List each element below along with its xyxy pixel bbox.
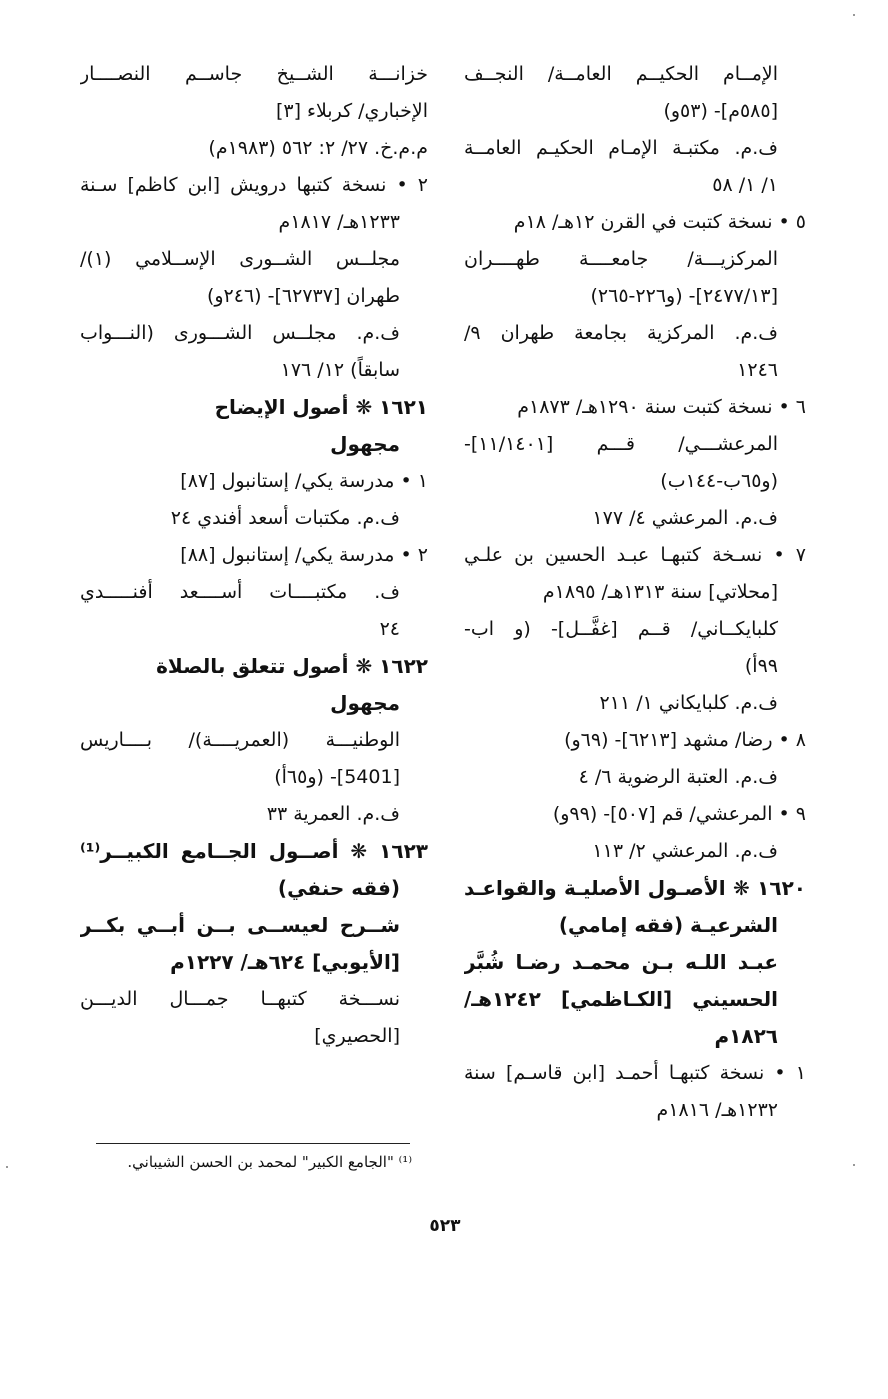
text-line: (فقه حنفي)	[277, 876, 400, 900]
text-line: المركزيـــة/ جامعــــة طهــــران	[464, 248, 778, 270]
text-line: [٥٨٥م]- (٥٣و)	[663, 100, 778, 122]
text-line: ١ • مدرسة يكي/ إستانبول [٨٧]	[180, 470, 428, 492]
text-line: مجلــس الشــورى الإســلامي (١)/	[80, 248, 400, 270]
text-line: الشرعيـة (فقه إمامي)	[558, 913, 778, 937]
text-line: ٨ • رضا/ مشهد [٦٢١٣]- (٦٩و)	[564, 729, 806, 751]
text-line: الإمــام الحكيــم العامــة/ النجــف	[464, 63, 778, 85]
text-line: ف. مكتبــــات أســــعد أفنـــــدي	[80, 581, 400, 603]
text-line: [الأيوبي] ٦٢٤هـ/ ١٢٢٧م	[170, 950, 400, 974]
text-line: ف.م. كلبايكاني ١/ ٢١١	[599, 692, 778, 714]
text-line: طهران [٦٢٧٣٧]- (٢٤٦و)	[206, 285, 400, 307]
text-line: م.م.خ. ٢٧/ ٢: ٥٦٢ (١٩٨٣م)	[208, 137, 428, 159]
text-line: ف.م. العمرية ٣٣	[266, 803, 400, 825]
text-line: ٧ • نسـخة كتبهـا عبـد الحسين بن علـي	[464, 544, 806, 566]
text-line: ١٦٢٠ ❋ الأصـول الأصليـة والقواعـد	[464, 876, 806, 900]
text-line: [محلاتي] سنة ١٣١٣هـ/ ١٨٩٥م	[542, 581, 778, 603]
text-line: ١٢٣٢هـ/ ١٨١٦م	[656, 1099, 778, 1121]
text-line: ٩٩أ)	[744, 655, 778, 677]
text-line: ف.م. العتبة الرضوية ٦/ ٤	[578, 766, 778, 788]
text-line: مجهول	[330, 691, 400, 715]
text-line: شــرح لعيســى بــن أبــي بكــر	[80, 913, 400, 937]
text-line: ٢ • نسخة كتبها درويش [ابن كاظم] سـنة	[80, 174, 428, 196]
scan-speck	[6, 1166, 8, 1168]
text-line: ١٢٤٦	[737, 359, 778, 381]
text-line: ١/ ١/ ٥٨	[712, 174, 778, 196]
text-line: مجهول	[330, 432, 400, 456]
text-line: ف.م. مجلــس الشـــورى (النـــواب	[80, 322, 400, 344]
text-line: المرعشـــي/ قـــم [١١/١٤٠١]-	[464, 433, 778, 455]
text-line: ٢ • مدرسة يكي/ إستانبول [٨٨]	[180, 544, 428, 566]
text-line: ف.م. المرعشي ٤/ ١٧٧	[592, 507, 778, 529]
right-column	[464, 56, 806, 1129]
text-line: ف.م. المرعشي ٢/ ١١٣	[592, 840, 778, 862]
text-line: ١٦٢٢ ❋ أصول تتعلق بالصلاة	[156, 654, 428, 678]
text-line: (و٦٥ب-١٤٤ب)	[660, 470, 778, 492]
left-column	[80, 56, 428, 1055]
text-line: ف.م. مكتبات أسعد أفندي ٢٤	[170, 507, 400, 529]
text-line: ف.م. مكتبـة الإمـام الحكيـم العامــة	[464, 137, 778, 159]
footnote-divider	[96, 1143, 410, 1144]
text-line: ١٢٣٣هـ/ ١٨١٧م	[278, 211, 400, 233]
text-line: [الحصيري]	[314, 1025, 400, 1047]
footnote: ⁽¹⁾ "الجامع الكبير" لمحمد بن الحسن الشيباني.	[127, 1153, 412, 1171]
text-line: سابقاً) ١٢/ ١٧٦	[280, 359, 400, 381]
text-line: ٦ • نسخة كتبت سنة ١٢٩٠هـ/ ١٨٧٣م	[517, 396, 806, 418]
scan-speck	[853, 14, 855, 16]
text-line: [5401]- (و٦٥أ)	[274, 766, 400, 788]
text-line: الإخباري/ كربلاء [٣]	[275, 100, 428, 122]
text-line: ٥ • نسخة كتبت في القرن ١٢هـ/ ١٨م	[513, 211, 806, 233]
text-line: الوطنيـــة (العمريــــة)/ بــــاريس	[80, 729, 400, 751]
text-line: عبـد اللـه بـن محمـد رضـا شُبَّر	[464, 950, 778, 974]
page-number: ٥٢٣	[429, 1216, 461, 1236]
text-line: نســـخة كتبهــا جمـــال الديـــن	[80, 988, 400, 1010]
text-line: [٢٤٧٧/١٣]- (و٢٢٦-٢٦٥)	[590, 285, 778, 307]
text-line: خزانـــة الشــيخ جاســم النصــــار	[80, 63, 428, 85]
scan-speck	[853, 1164, 855, 1166]
text-line: الحسيني [الكـاظمي] ١٢٤٢هـ/	[464, 987, 778, 1011]
text-line: ١ • نسخة كتبهـا أحمـد [ابن قاسـم] سنة	[464, 1062, 806, 1084]
text-line: ٢٤	[379, 618, 400, 640]
text-line: ٩ • المرعشي/ قم [٥٠٧]- (٩٩و)	[552, 803, 806, 825]
text-line: كلبايكــاني/ قــم [غفَّــل]- (و اب-	[464, 618, 778, 640]
text-line: ١٦٢٣ ❋ أصــول الجــامع الكبيــر⁽¹⁾	[80, 839, 428, 863]
text-line: ف.م. المركزية بجامعة طهران ٩/	[464, 322, 778, 344]
text-line: ١٨٢٦م	[714, 1024, 778, 1048]
text-line: ١٦٢١ ❋ أصول الإيضاح	[214, 395, 428, 419]
